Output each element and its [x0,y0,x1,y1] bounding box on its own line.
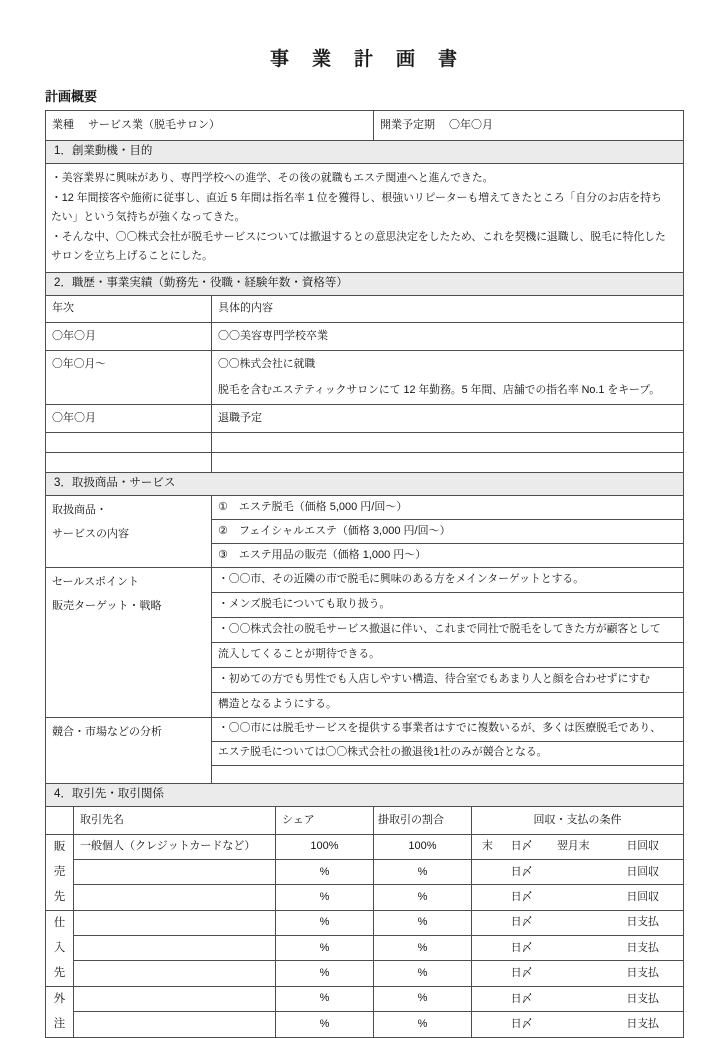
history-year: 〇年〇月 [46,404,212,432]
partner-terms: 末 日〆 翌月末 日回収 [472,834,684,859]
partner-terms: 日〆 日支払 [472,961,684,986]
group-column-header [46,806,74,834]
sales-point-line: ・初めての方でも男性でも入店しやすい構造、待合室でもあまり人と顔を合わせずにすむ [212,667,684,692]
products-label-line: サービスの内容 [52,527,129,540]
career-history-table [45,295,684,473]
document-title: 事 業 計 画 書 [269,49,459,70]
partner-credit: % [374,859,472,884]
history-detail: 〇〇美容専門学校卒業 [212,322,684,350]
products-label-line: 取扱商品・ [52,503,107,516]
partner-row [46,961,684,986]
history-row [46,322,684,350]
history-detail [212,432,684,452]
partner-share: % [276,1012,374,1038]
partner-share: % [276,859,374,884]
partner-terms: 日〆 日回収 [472,859,684,884]
sales-point-label-cell [46,567,212,717]
product-item: ② フェイシャルエステ（価格 3,000 円/回～） [212,519,684,543]
history-detail [212,452,684,472]
outsourcing-group-label: 外注 [46,986,74,1037]
partner-name [74,986,276,1012]
partners-header-row [46,806,684,834]
opening-date-label: 開業予定期 [380,119,435,132]
partner-row [46,859,684,884]
products-label-cell [46,495,212,567]
motivation-text-cell [46,164,684,273]
partner-name [74,910,276,935]
competition-label-cell [46,717,212,783]
partner-row [46,935,684,960]
motivation-line: ・そんな中、〇〇株式会社が脱毛サービスについては撤退するとの意思決定をしたため、これを契機に退職し、脱毛に特化した [51,230,666,243]
partner-share: % [276,986,374,1012]
section4-header-table [45,783,684,807]
year-column-header: 年次 [46,295,212,322]
history-row [46,404,684,432]
product-item: ③ エステ用品の販売（価格 1,000 円～） [212,543,684,567]
terms-header: 回収・支払の条件 [472,806,684,834]
partner-name [74,961,276,986]
history-year [46,432,212,452]
partner-name-header: 取引先名 [74,806,276,834]
partner-row [46,910,684,935]
suppliers-group-label: 仕入先 [46,910,74,986]
partner-terms: 日〆 日支払 [472,935,684,960]
products-services-table [45,495,684,784]
sales-point-row [46,567,684,592]
industry-label: 業種 [52,119,74,132]
section1-header-table [45,140,684,164]
sales-point-label-line: 販売ターゲット・戦略 [52,599,162,612]
history-detail-line: 〇〇株式会社に就職 [218,357,316,370]
section4-heading: 4．取引先・取引関係 [46,783,684,806]
product-item: ① エステ脱毛（価格 5,000 円/回～） [212,495,684,519]
sales-destination-group-label: 販売先 [46,834,74,910]
partner-row [46,986,684,1012]
partner-name [74,859,276,884]
section2-heading: 2．職歴・事業実績（勤務先・役職・経験年数・資格等） [46,272,684,295]
motivation-line: ・美容業界に興味があり、専門学校への進学、その後の就職もエステ関連へと進んできた。 [51,172,494,184]
partner-name [74,1012,276,1038]
partner-credit: % [374,986,472,1012]
section1-heading: 1．創業動機・目的 [46,141,684,164]
section2-header-table [45,272,684,296]
motivation-line: ・12 年間接客や施術に従事し、直近 5 年間は指名率 1 位を獲得し、根強いリピーターも増えてきたところ「自分のお店を持ち [51,191,662,204]
product-row [46,495,684,519]
partner-credit: % [374,935,472,960]
overview-row [46,111,684,141]
history-detail-line: 脱毛を含むエステティックサロンにて 12 年勤務。5 年間、店舗での指名率 No.1 をキープ。 [218,383,661,396]
history-detail [212,350,684,404]
sales-point-label-line: セールスポイント [52,575,140,588]
partner-credit: 100% [374,834,472,859]
section3-header-table [45,472,684,496]
partner-name: 一般個人（クレジットカードなど） [74,834,276,859]
sales-point-line: ・メンズ脱毛についても取り扱う。 [212,592,684,617]
partner-credit: % [374,910,472,935]
competition-line: エステ脱毛については〇〇株式会社の撤退後1社のみが競合となる。 [212,741,684,765]
competition-row [46,717,684,741]
section3-heading: 3．取扱商品・サービス [46,472,684,495]
partner-share: % [276,910,374,935]
history-row-empty [46,452,684,472]
plan-overview-heading: 計画概要 [45,89,98,104]
partner-share: % [276,935,374,960]
motivation-line: サロンを立ち上げることにした。 [51,250,213,262]
partner-row [46,1012,684,1038]
business-partners-table [45,806,684,1038]
partner-name [74,935,276,960]
history-row [46,350,684,404]
sales-point-line: 流入してくることが期待できる。 [212,642,684,667]
history-year: 〇年〇月 [46,322,212,350]
competition-label: 競合・市場などの分析 [52,725,162,738]
competition-line: ・〇〇市には脱毛サービスを提供する事業者はすでに複数いるが、多くは医療脱毛であり、 [212,717,684,741]
partner-terms: 日〆 日支払 [472,910,684,935]
opening-date-value: 〇年〇月 [449,119,493,132]
history-row-empty [46,432,684,452]
history-year [46,452,212,472]
section1-body-table [45,163,684,273]
opening-date-cell [374,111,684,141]
partner-row [46,834,684,859]
partner-credit: % [374,1012,472,1038]
partner-name [74,885,276,910]
history-header-row [46,295,684,322]
partner-credit: % [374,885,472,910]
competition-line [212,765,684,783]
sales-point-line: 構造となるようにする。 [212,692,684,717]
partner-credit: % [374,961,472,986]
industry-value: サービス業（脱毛サロン） [88,119,220,132]
overview-table [45,110,684,141]
motivation-line: たい」という気持ちが強くなってきた。 [51,211,246,223]
history-detail: 退職予定 [212,404,684,432]
partner-row [46,885,684,910]
partner-terms: 日〆 日支払 [472,986,684,1012]
partner-share: % [276,885,374,910]
sales-point-line: ・〇〇市、その近隣の市で脱毛に興味のある方をメインターゲットとする。 [212,567,684,592]
industry-cell [46,111,374,141]
sales-point-line: ・〇〇株式会社の脱毛サービス撤退に伴い、これまで同社で脱毛をしてきた方が顧客として [212,617,684,642]
detail-column-header: 具体的内容 [212,295,684,322]
partner-terms: 日〆 日支払 [472,1012,684,1038]
credit-ratio-header: 掛取引の割合 [374,806,472,834]
partner-share: 100% [276,834,374,859]
history-year: 〇年〇月～ [46,350,212,404]
partner-share: % [276,961,374,986]
share-header: シェア [276,806,374,834]
partner-terms: 日〆 日回収 [472,885,684,910]
